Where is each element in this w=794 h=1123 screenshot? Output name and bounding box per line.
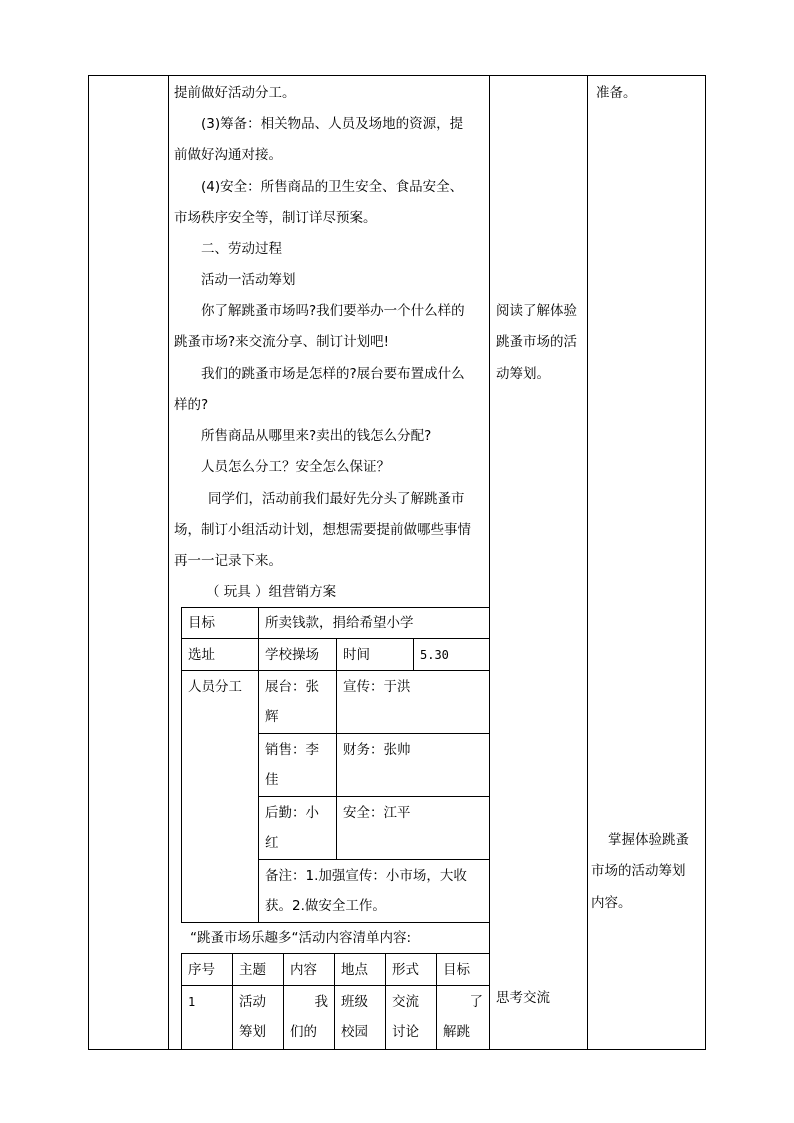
theme-cell: [233, 986, 284, 1050]
site-value: 学校操场: [259, 639, 337, 671]
cell-line: 筹划: [239, 1024, 266, 1040]
goal-note-line: 市场的活动筹划: [591, 863, 686, 879]
header-cell: 地点: [335, 954, 386, 986]
paragraph-line: 我们的跳蚤市场是怎样的?展台要布置成什么: [201, 366, 465, 382]
paragraph-line: 场，制订小组活动计划，想想需要提前做哪些事情: [174, 522, 471, 538]
header-cell: 内容: [284, 954, 335, 986]
paragraph-line: (4)安全：所售商品的卫生安全、食品安全、: [201, 179, 464, 195]
goal-note-line: 掌握体验跳蚤: [608, 832, 689, 848]
header-cell: 目标: [437, 954, 490, 986]
booth-line: 展台：张: [265, 679, 319, 695]
side-note-line: 思考交流: [496, 990, 550, 1006]
remark-line: 备注：1.加强宣传：小市场，大收: [265, 868, 467, 884]
sales-line: 佳: [265, 772, 279, 788]
header-cell: 序号: [182, 954, 233, 986]
cell-line: 交流: [392, 994, 419, 1010]
side-note-line: 动筹划。: [496, 366, 550, 382]
side-note-line: 阅读了解体验: [496, 303, 577, 319]
time-value: 5.30: [420, 648, 449, 662]
header-cell: 形式: [386, 954, 437, 986]
activity-heading: 活动一活动筹划: [201, 272, 296, 288]
paragraph-line: 提前做好活动分工。: [174, 85, 296, 101]
prep-text: 准备。: [596, 85, 637, 101]
paragraph-line: 你了解跳蚤市场吗?我们要举办一个什么样的: [201, 303, 465, 319]
paragraph-line: 前做好沟通对接。: [174, 147, 282, 163]
header-cell: 主题: [233, 954, 284, 986]
column-divider: [168, 76, 169, 1049]
booth-line: 辉: [265, 709, 279, 725]
cell-line: 们的: [290, 1024, 317, 1040]
time-label: 时间: [337, 639, 414, 671]
plan-title: （ 玩具 ）组营销方案: [206, 584, 337, 600]
logistics-cell: [259, 797, 337, 860]
finance-cell: 财务：张帅: [337, 734, 490, 797]
cell-line: 了: [469, 994, 483, 1010]
cell-line: 讨论: [392, 1024, 419, 1040]
cell-line: 活动: [239, 994, 266, 1010]
paragraph-line: 同学们，活动前我们最好先分头了解跳蚤市: [208, 491, 465, 507]
booth-cell: [259, 671, 337, 734]
goal-cell: [437, 986, 490, 1050]
remark-line: 获。2.做安全工作。: [265, 898, 386, 914]
remark-cell: [259, 860, 490, 923]
list-title: “跳蚤市场乐趣多“活动内容清单内容:: [190, 930, 412, 946]
marketing-plan-table: [181, 607, 490, 923]
paragraph-line: 样的?: [174, 397, 209, 413]
goal-label: 目标: [182, 608, 259, 639]
paragraph-line: (3)筹备：相关物品、人员及场地的资源，提: [201, 116, 464, 132]
goal-note-line: 内容。: [591, 895, 632, 911]
goal-value: 所卖钱款，捐给希望小学: [259, 608, 490, 639]
side-note-line: 跳蚤市场的活: [496, 334, 577, 350]
place-cell: [335, 986, 386, 1050]
paragraph-line: 人员怎么分工？安全怎么保证？: [201, 459, 390, 475]
paragraph-line: 所售商品从哪里来?卖出的钱怎么分配?: [201, 428, 432, 444]
staff-label: 人员分工: [182, 671, 259, 923]
site-label: 选址: [182, 639, 259, 671]
sales-line: 销售：李: [265, 742, 319, 758]
content-cell: [284, 986, 335, 1050]
row-number: 1: [188, 995, 196, 1009]
cell-line: 我: [314, 994, 328, 1010]
cell-line: 校园: [341, 1024, 368, 1040]
section-heading: 二、劳动过程: [201, 241, 282, 257]
logistics-line: 后勤：小: [265, 805, 319, 821]
publicity-cell: 宣传：于洪: [337, 671, 490, 734]
column-divider: [587, 76, 588, 1049]
cell-line: 解跳: [443, 1024, 470, 1040]
safety-cell: 安全：江平: [337, 797, 490, 860]
sales-cell: [259, 734, 337, 797]
paragraph-line: 再一一记录下来。: [174, 553, 282, 569]
paragraph-line: 市场秩序安全等，制订详尽预案。: [174, 210, 377, 226]
paragraph-line: 跳蚤市场?来交流分享、制订计划吧!: [174, 334, 390, 350]
logistics-line: 红: [265, 835, 279, 851]
form-cell: [386, 986, 437, 1050]
cell-line: 班级: [341, 994, 368, 1010]
activity-list-table: [181, 953, 490, 1050]
table-row: [182, 986, 490, 1050]
